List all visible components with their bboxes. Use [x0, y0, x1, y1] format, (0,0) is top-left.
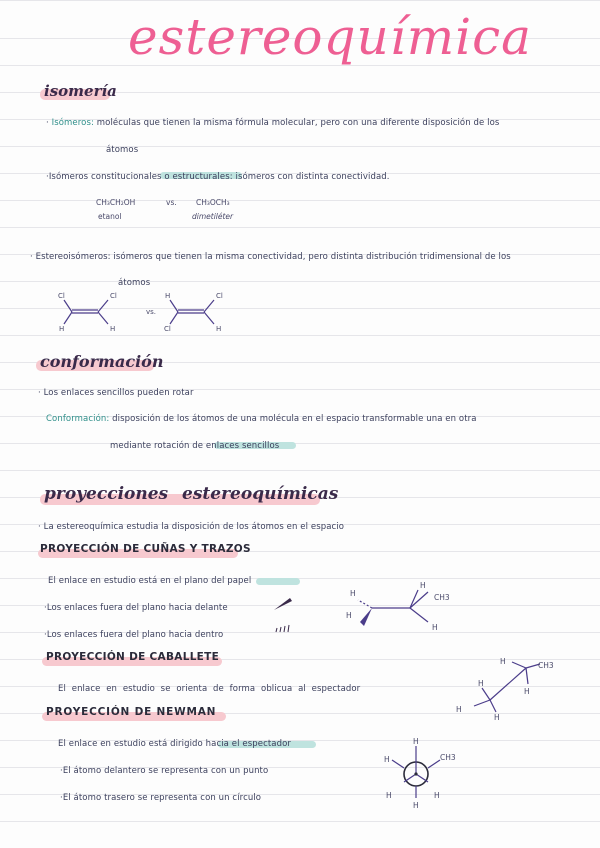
bullet-estereoquimica-text: La estereoquímica estudia la disposición de los átomos en el espacio [43, 522, 345, 532]
bullet-isomeros: · Isómeros: moléculas que tienen la misma fórmula molecular, pero con una diferente disposición de los [46, 118, 500, 128]
atom-label: H [386, 791, 392, 800]
atom-label: H [59, 325, 65, 333]
section-heading-conformacion: conformación [40, 352, 164, 371]
bullet-constitucionales: ·Isómeros constitucionales o estructurales: isómeros con distinta conectividad. [46, 172, 390, 182]
page-title: estereoquímica [128, 8, 532, 66]
def-conformacion-cont: mediante rotación de enlaces sencillos [110, 441, 280, 451]
caption-cunas: PROYECCIÓN DE CUÑAS Y TRAZOS [40, 543, 251, 555]
newman-line-3: ·El átomo trasero se representa con un círculo [60, 793, 262, 803]
def-conformacion: disposición de los átomos de una molécula en el espacio transformable una en otra [112, 414, 477, 424]
hash-icon [276, 625, 289, 632]
def-estereoisomeros-cont: átomos [118, 278, 151, 288]
def-isomeros: moléculas que tienen la misma fórmula molecular, pero con una diferente disposición de los [96, 118, 500, 128]
section-heading-proyecciones: proyecciones estereoquímicas [44, 484, 339, 504]
bullet-enlaces-text: Los enlaces sencillos pueden rotar [43, 388, 194, 398]
atom-label: H [350, 589, 356, 598]
atom-label: H [494, 713, 500, 720]
newman-line-3-text: El átomo trasero se representa con un círculo [62, 793, 262, 803]
bullet-estereoisomeros: · Estereoisómeros: isómeros que tienen la misma conectividad, pero distinta distribución tridimensional de los [30, 252, 511, 262]
atom-label: H [524, 687, 530, 696]
atom-label: H [456, 705, 462, 714]
cunas-line-1: El enlace en estudio está en el plano del papel [48, 576, 252, 586]
wedge-dash-molecule [340, 578, 470, 638]
atom-label: H [413, 737, 419, 746]
atom-label: H [216, 325, 222, 333]
def-estereoisomeros: isómeros que tienen la misma conectividad, pero distinta distribución tridimensional de los [113, 252, 511, 262]
atom-label: H [420, 581, 426, 590]
name-etanol: etanol [98, 212, 122, 221]
bullet-estereoquimica: · La estereoquímica estudia la disposición de los átomos en el espacio [38, 522, 345, 532]
term-conformacion: Conformación: [46, 414, 110, 424]
atom-label: Cl [216, 292, 223, 300]
newman-line-2-text: El átomo delantero se representa con un punto [62, 766, 269, 776]
def-isomeros-cont: átomos [106, 145, 139, 155]
formula-etanol: CH₃CH₂OH [96, 198, 136, 207]
caballete-line-1: El enlace en estudio se orienta de forma oblicua al espectador [58, 684, 361, 694]
term-estereoisomeros: Estereoisómeros: [35, 252, 111, 262]
formula-dimetileter: CH₃OCH₃ [196, 198, 230, 207]
atom-label: Cl [110, 292, 117, 300]
term-highlight [256, 578, 300, 585]
atom-label: H [165, 292, 171, 300]
atom-label: H [110, 325, 116, 333]
atom-label: CH3 [440, 753, 456, 762]
atom-label: Cl [58, 292, 65, 300]
atom-label: H [478, 679, 484, 688]
atom-label: H [432, 623, 438, 632]
atom-label: H [434, 791, 440, 800]
definition-conformacion [46, 414, 477, 424]
cunas-line-3-text: Los enlaces fuera del plano hacia dentro [46, 630, 224, 640]
atom-label: H [500, 657, 506, 666]
name-dimetileter: dimetiléter [192, 212, 234, 221]
wedge-symbols [270, 596, 300, 640]
bullet-enlaces: · Los enlaces sencillos pueden rotar [38, 388, 194, 398]
atom-label: H [346, 611, 352, 620]
alkene-isomers-diagram [50, 288, 240, 336]
caption-newman: PROYECCIÓN DE NEWMAN [46, 706, 217, 718]
cunas-line-3: ·Los enlaces fuera del plano hacia dentro [44, 630, 224, 640]
atom-label: Cl [164, 325, 171, 333]
newman-line-1: El enlace en estudio está dirigido hacia el espectador [58, 739, 291, 749]
term-isomeros: Isómeros: [51, 118, 94, 128]
section-heading-isomeria: isomería [44, 82, 117, 100]
atom-label: CH3 [434, 593, 450, 602]
atom-label: H [384, 755, 390, 764]
newman-projection [378, 736, 468, 812]
caption-caballete: PROYECCIÓN DE CABALLETE [46, 651, 220, 663]
def-constitucionales: Isómeros constitucionales o estructurales: isómeros con distinta conectividad. [48, 172, 390, 182]
atom-label: CH3 [538, 661, 554, 670]
wedge-icon [274, 598, 292, 610]
cunas-line-2-text: Los enlaces fuera del plano hacia delante [46, 603, 228, 613]
cunas-line-2: ·Los enlaces fuera del plano hacia delante [44, 603, 228, 613]
newman-line-2: ·El átomo delantero se representa con un punto [60, 766, 269, 776]
sawhorse-molecule [444, 650, 564, 720]
vs-label: vs. [146, 308, 157, 316]
vs-label: vs. [166, 198, 177, 207]
atom-label: H [413, 801, 419, 810]
